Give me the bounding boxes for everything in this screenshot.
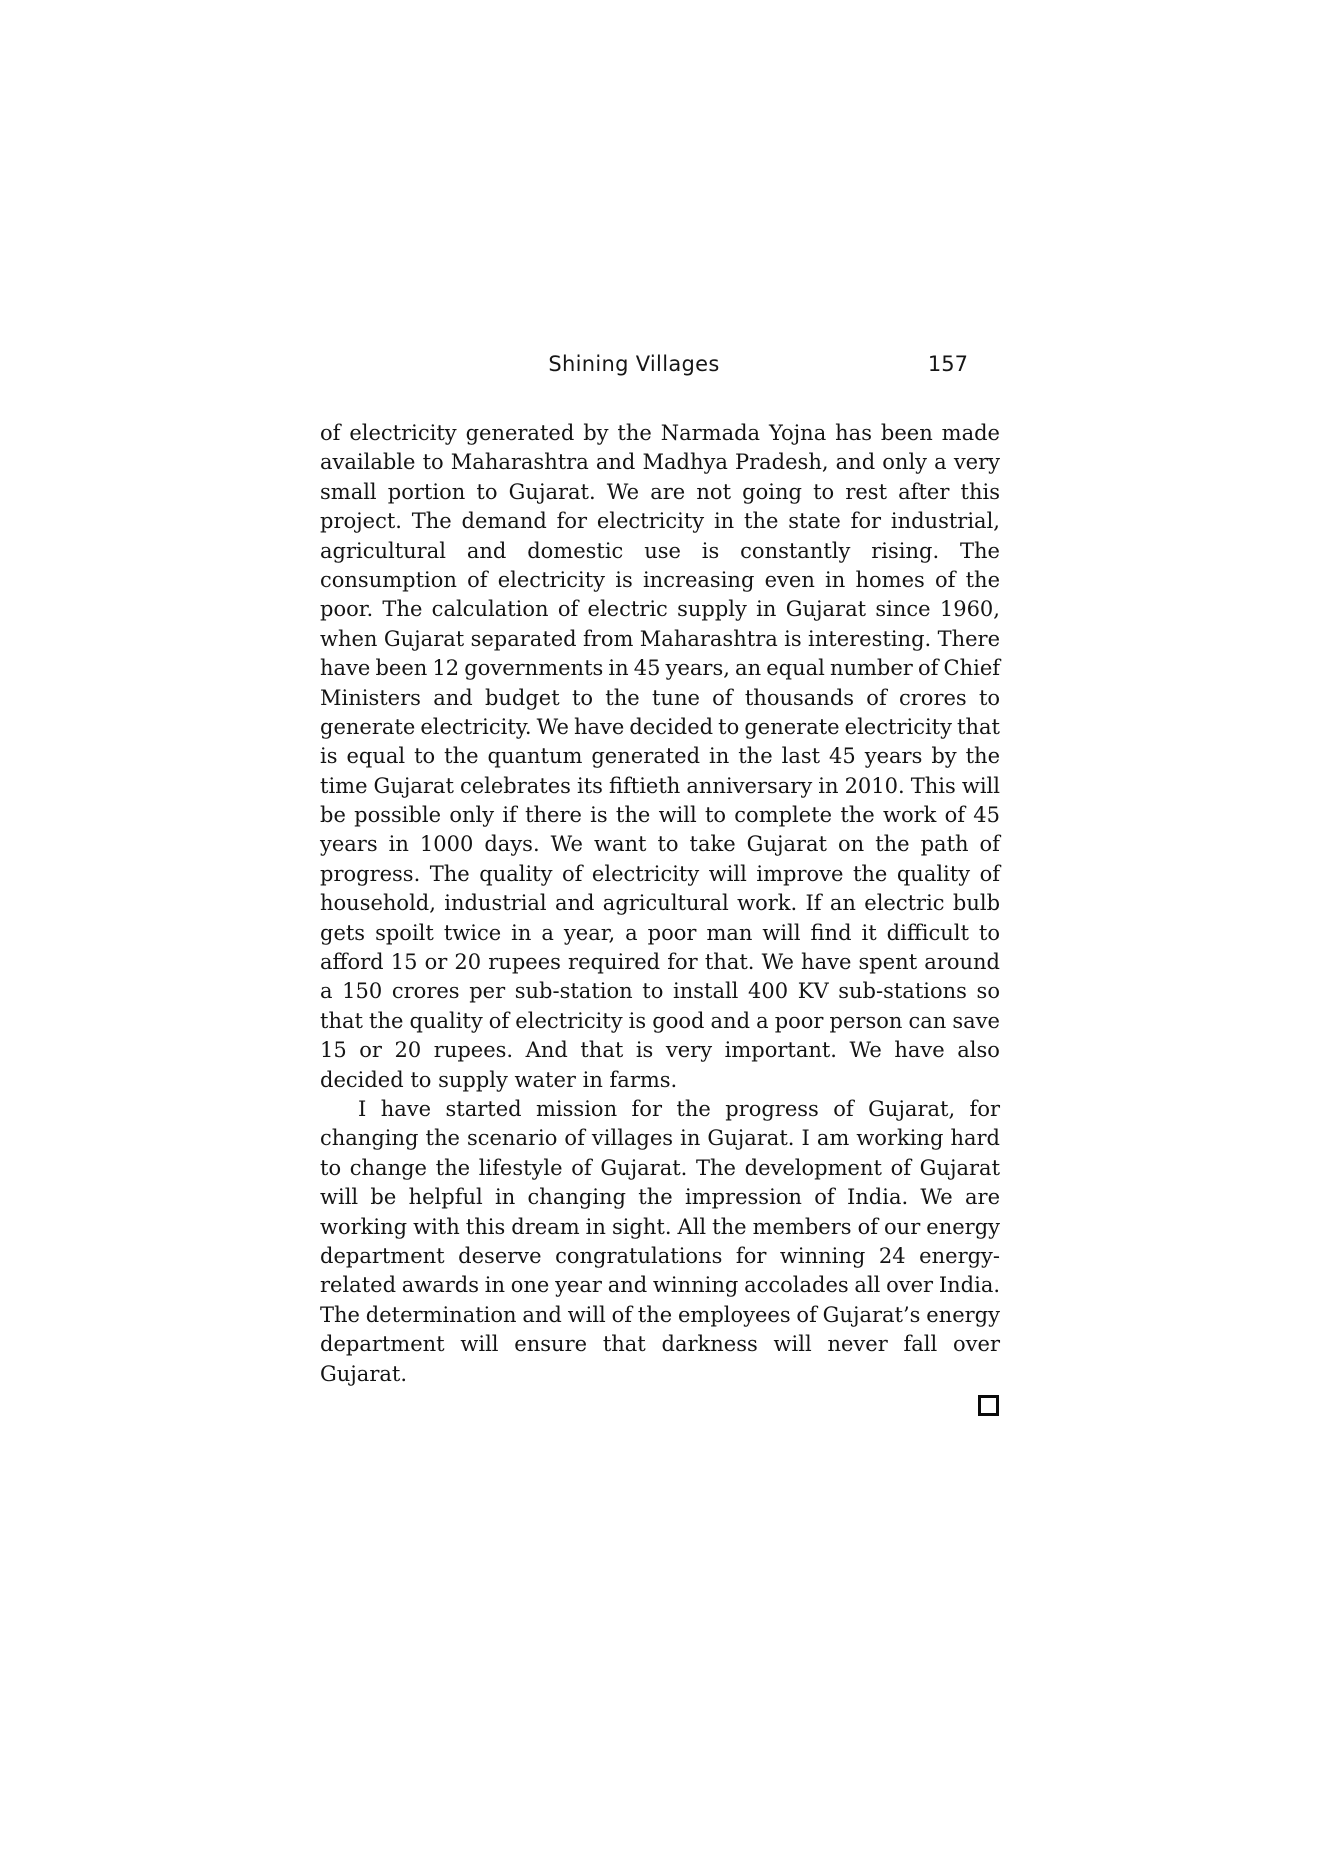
text-line: progress. The quality of electricity will improve the quality of xyxy=(320,861,1001,886)
text-line: agricultural and domestic use is constantly rising. The xyxy=(320,538,1000,563)
text-line: The determination and will of the employees of Gujarat’s energy xyxy=(320,1302,1000,1327)
text-line: be possible only if there is the will to complete the work of 45 xyxy=(320,803,1000,828)
text-line: small portion to Gujarat. We are not going to rest after this xyxy=(320,479,1000,504)
text-line: a 150 crores per sub-station to install 400 KV sub-stations so xyxy=(320,979,1000,1004)
text-line: working with this dream in sight. All the members of our energy xyxy=(320,1214,1001,1239)
text-line: department will ensure that darkness will never fall over xyxy=(320,1332,1001,1357)
text-line: household, industrial and agricultural work. If an electric bulb xyxy=(320,891,1001,916)
text-line: poor. The calculation of electric supply in Gujarat since 1960, xyxy=(320,597,1000,622)
text-line: afford 15 or 20 rupees required for that. We have spent around xyxy=(320,950,1000,975)
text-line: I have started mission for the progress of Gujarat, for xyxy=(358,1096,1001,1121)
text-line: will be helpful in changing the impression of India. We are xyxy=(320,1185,1001,1210)
text-line: related awards in one year and winning accolades all over India. xyxy=(320,1273,1001,1298)
running-head xyxy=(320,352,1000,380)
text-line: changing the scenario of villages in Gujarat. I am working hard xyxy=(320,1126,1000,1151)
text-line: available to Maharashtra and Madhya Pradesh, and only a very xyxy=(320,450,1001,475)
text-line: generate electricity. We have decided to generate electricity that xyxy=(320,714,1000,739)
body-text xyxy=(320,419,1000,1416)
page-number: 157 xyxy=(927,352,968,376)
text-line: project. The demand for electricity in the state for industrial, xyxy=(320,509,1000,534)
text-line: years in 1000 days. We want to take Gujarat on the path of xyxy=(320,832,1000,857)
text-line: that the quality of electricity is good and a poor person can save xyxy=(320,1008,1000,1033)
text-line: of electricity generated by the Narmada Yojna has been made xyxy=(320,421,1000,445)
text-line: is equal to the quantum generated in the last 45 years by the xyxy=(320,744,1001,769)
text-line: have been 12 governments in 45 years, an equal number of Chief xyxy=(320,656,1001,681)
chapter-title: Shining Villages xyxy=(548,352,720,376)
text-line: Ministers and budget to the tune of thousands of crores to xyxy=(320,685,1001,710)
end-of-text-square-icon xyxy=(978,1395,999,1416)
text-line: time Gujarat celebrates its fiftieth anniversary in 2010. This will xyxy=(320,773,1000,798)
text-line: 15 or 20 rupees. And that is very important. We have also xyxy=(320,1038,1000,1063)
text-line: decided to supply water in farms. xyxy=(320,1067,678,1092)
text-line: to change the lifestyle of Gujarat. The development of Gujarat xyxy=(320,1155,1001,1180)
text-line: Gujarat. xyxy=(320,1361,408,1386)
text-line: department deserve congratulations for winning 24 energy- xyxy=(320,1243,1001,1268)
text-line: consumption of electricity is increasing even in homes of the xyxy=(320,567,1001,592)
text-line: when Gujarat separated from Maharashtra is interesting. There xyxy=(320,626,1001,651)
text-line: gets spoilt twice in a year, a poor man will find it difficult to xyxy=(320,920,1001,945)
